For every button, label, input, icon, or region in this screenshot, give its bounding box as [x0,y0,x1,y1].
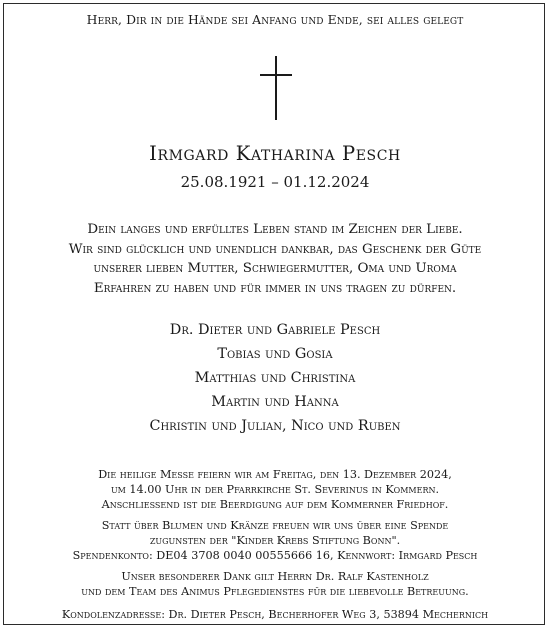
family-member: Christin und Julian, Nico und Ruben [149,418,401,434]
thanks-line: und dem Team des Animus Pflegedienstes für die liebevolle Betreuung. [81,585,469,598]
tribute-line: Dein langes und erfülltes Leben stand im Zeichen der Liebe. [87,222,463,237]
tribute-line: unserer lieben Mutter, Schwiegermutter, Oma und Uroma [93,261,457,276]
family-member: Dr. Dieter und Gabriele Pesch [169,322,381,338]
tribute-line: Wir sind glücklich und unendlich dankbar, das Geschenk der Güte [68,241,482,257]
deceased-name: Irmgard Katharina Pesch [149,142,401,165]
family-member: Martin und Hanna [211,394,339,410]
latin-cross-icon [258,56,294,120]
service-info-line: Anschliessend ist die Beerdigung auf dem Kommerner Friedhof. [101,498,449,511]
family-member: Tobias und Gosia [217,346,333,362]
service-info-line: um 14.00 Uhr in der Pfarrkirche St. Severinus in Kommern. [110,483,440,496]
thanks-line: Unser besonderer Dank gilt Herrn Dr. Ralf Kastenholz [121,570,429,583]
donation-line: zugunsten der "Kinder Krebs Stiftung Bonn". [149,534,401,547]
donation-line: Statt über Blumen und Kränze freuen wir uns über eine Spende [101,519,449,532]
donation-line: Spendenkonto: DE04 3708 0040 00555666 16, Kennwort: Irmgard Pesch [72,549,478,562]
condolence-address: Kondolenzadresse: Dr. Dieter Pesch, Becherhofer Weg 3, 53894 Mechernich [61,608,489,621]
tribute-line: Erfahren zu haben und für immer in uns tragen zu dürfen. [93,280,457,296]
family-member: Matthias und Christina [194,370,356,386]
service-info-line: Die heilige Messe feiern wir am Freitag, den 13. Dezember 2024, [98,468,452,481]
life-dates: 25.08.1921 – 01.12.2024 [180,173,370,191]
motto-verse: Herr, Dir in die Hände sei Anfang und Ende, sei alles gelegt [86,12,464,27]
